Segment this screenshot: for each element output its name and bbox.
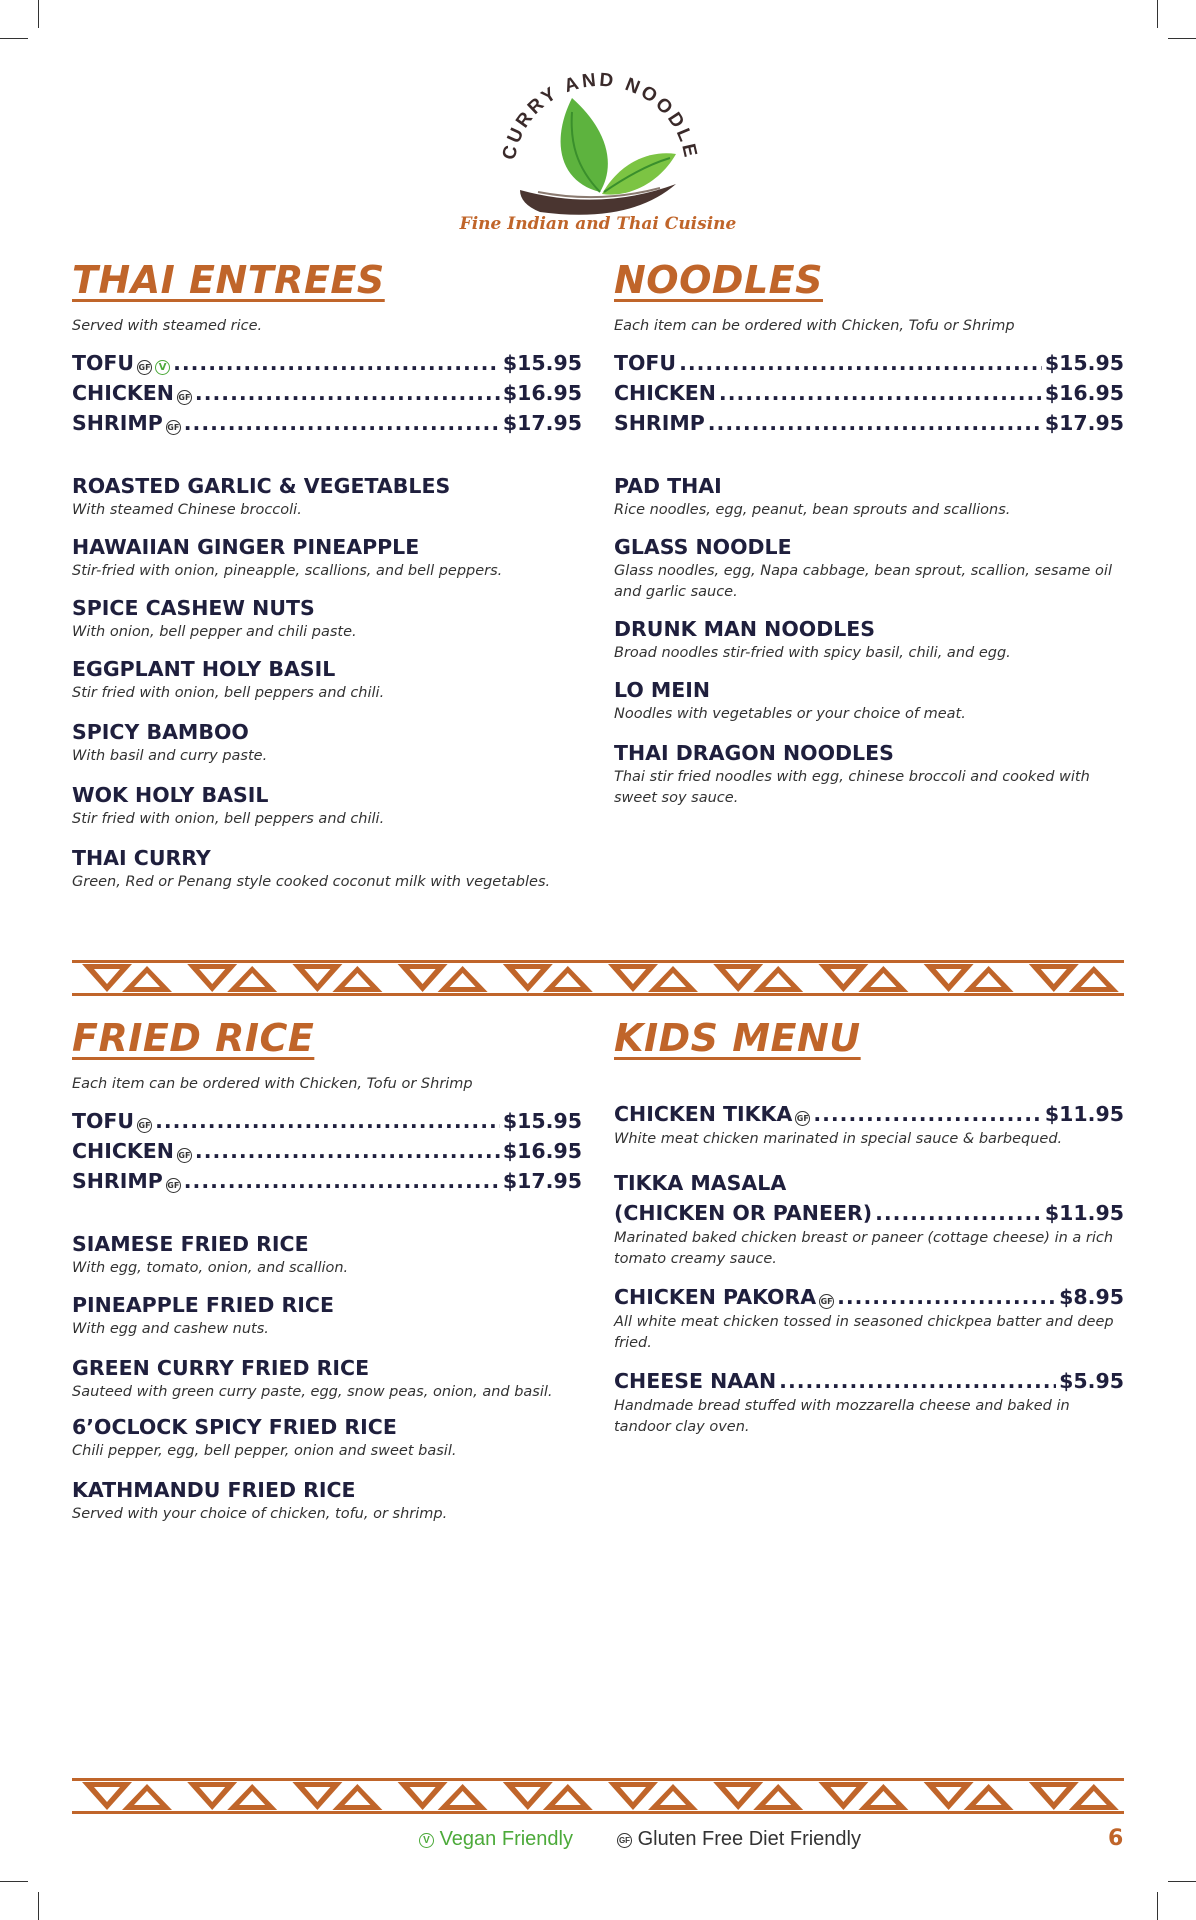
dot-leader — [155, 1106, 500, 1136]
price: $5.95 — [1059, 1369, 1124, 1393]
crop-mark — [1157, 0, 1158, 28]
dish-description: Stir fried with onion, bell peppers and chili. — [72, 685, 385, 701]
dish-name: SPICY BAMBOO — [72, 720, 249, 744]
price-list — [72, 348, 582, 438]
crop-mark — [1157, 1892, 1158, 1920]
dish-description: Served with your choice of chicken, tofu, or shrimp. — [72, 1506, 448, 1522]
dot-leader — [779, 1366, 1056, 1396]
price-line — [72, 408, 582, 438]
protein-name: TOFU — [72, 351, 135, 375]
dish-description: With steamed Chinese broccoli. — [72, 502, 302, 518]
dish-name: CHICKEN TIKKA — [614, 1102, 793, 1126]
dish-description: Chili pepper, egg, bell pepper, onion and sweet basil. — [72, 1443, 457, 1459]
dish-description: With egg, tomato, onion, and scallion. — [72, 1260, 349, 1276]
dish-name: PAD THAI — [614, 474, 722, 498]
dish-item — [614, 472, 1124, 521]
price: $11.95 — [1044, 1201, 1124, 1225]
dish-item — [614, 676, 1124, 725]
price: $11.95 — [1044, 1102, 1124, 1126]
dot-leader — [837, 1282, 1056, 1312]
gluten-free-icon: GF — [617, 1833, 632, 1848]
crop-mark — [38, 0, 39, 28]
dish-item — [72, 1413, 582, 1462]
protein-name: CHICKEN — [72, 1139, 174, 1163]
dot-leader — [184, 408, 500, 438]
dot-leader — [708, 408, 1042, 438]
vegan-legend-label: Vegan Friendly — [439, 1828, 573, 1850]
dish-list — [614, 1099, 1124, 1438]
price: $15.95 — [1044, 351, 1124, 375]
dish-description: With onion, bell pepper and chili paste. — [72, 624, 357, 640]
dish-item — [72, 1230, 582, 1279]
dish-item — [614, 1366, 1124, 1438]
dish-name: SIAMESE FRIED RICE — [72, 1232, 309, 1256]
dish-description: Marinated baked chicken breast or paneer (cottage cheese) in a rich tomato creamy sauce. — [614, 1230, 1114, 1267]
noodles-section — [614, 258, 1124, 809]
dish-item — [72, 1291, 582, 1340]
dish-name-line2: (CHICKEN OR PANEER) — [614, 1201, 873, 1225]
vegan-icon: V — [155, 360, 170, 375]
price: $17.95 — [502, 411, 582, 435]
gluten-free-icon: GF — [177, 1148, 192, 1163]
crop-mark — [0, 1881, 28, 1882]
gluten-free-icon: GF — [819, 1294, 834, 1309]
section-note: Each item can be ordered with Chicken, Tofu or Shrimp — [614, 318, 1015, 334]
protein-name: SHRIMP — [614, 411, 705, 435]
price: $8.95 — [1059, 1285, 1124, 1309]
price-list — [72, 1106, 582, 1196]
price-line — [72, 348, 582, 378]
dish-description: Handmade bread stuffed with mozzarella cheese and baked in tandoor clay oven. — [614, 1398, 1070, 1435]
dot-leader — [813, 1099, 1042, 1129]
dish-list — [72, 1230, 582, 1525]
dish-item — [72, 781, 582, 830]
dish-name: THAI CURRY — [72, 846, 211, 870]
protein-name: SHRIMP — [72, 411, 163, 435]
dish-item — [72, 844, 582, 893]
fried-rice-section — [72, 1016, 582, 1525]
price: $16.95 — [502, 1139, 582, 1163]
dot-leader — [184, 1166, 500, 1196]
dish-description: Sauteed with green curry paste, egg, snow peas, onion, and basil. — [72, 1384, 553, 1400]
gluten-free-icon: GF — [177, 390, 192, 405]
dish-name: TIKKA MASALA — [614, 1171, 787, 1195]
dish-name: 6’OCLOCK SPICY FRIED RICE — [72, 1415, 397, 1439]
price-line — [614, 348, 1124, 378]
dish-description: Stir-fried with onion, pineapple, scallions, and bell peppers. — [72, 563, 503, 579]
dish-item — [72, 1354, 582, 1403]
protein-name: TOFU — [72, 1109, 135, 1133]
dish-item — [72, 594, 582, 643]
dish-item — [614, 1099, 1124, 1150]
crop-mark — [38, 1892, 39, 1920]
dish-name: GLASS NOODLE — [614, 535, 792, 559]
section-note: Each item can be ordered with Chicken, Tofu or Shrimp — [72, 1076, 473, 1092]
dish-item — [72, 533, 582, 582]
dish-item — [614, 615, 1124, 664]
dish-name: DRUNK MAN NOODLES — [614, 617, 876, 641]
price: $15.95 — [502, 351, 582, 375]
dish-name: GREEN CURRY FRIED RICE — [72, 1356, 370, 1380]
page-number: 6 — [1108, 1826, 1124, 1851]
section-title: NOODLES — [614, 258, 823, 302]
gluten-free-icon: GF — [166, 420, 181, 435]
dish-name: KATHMANDU FRIED RICE — [72, 1478, 356, 1502]
dish-list — [72, 472, 582, 893]
price-line — [614, 1366, 1124, 1396]
dish-name: CHICKEN PAKORA — [614, 1285, 817, 1309]
price: $17.95 — [502, 1169, 582, 1193]
price: $15.95 — [502, 1109, 582, 1133]
kids-menu-section — [614, 1016, 1124, 1438]
dish-description: Noodles with vegetables or your choice of meat. — [614, 706, 966, 722]
dish-description: Green, Red or Penang style cooked coconut milk with vegetables. — [72, 874, 551, 890]
decorative-band — [72, 960, 1124, 996]
dish-name: THAI DRAGON NOODLES — [614, 741, 894, 765]
vegan-icon: V — [419, 1833, 434, 1848]
price-line — [614, 1198, 1124, 1228]
dish-list — [614, 472, 1124, 809]
dish-name: SPICE CASHEW NUTS — [72, 596, 315, 620]
thai-entrees-section — [72, 258, 582, 893]
price: $16.95 — [502, 381, 582, 405]
price: $16.95 — [1044, 381, 1124, 405]
gluten-free-icon: GF — [137, 360, 152, 375]
dish-item — [614, 533, 1124, 603]
dot-leader — [719, 378, 1042, 408]
dish-item — [72, 1476, 582, 1525]
dish-description: All white meat chicken tossed in seasoned chickpea batter and deep fried. — [614, 1314, 1114, 1351]
section-note: Served with steamed rice. — [72, 318, 263, 334]
price-line — [72, 1136, 582, 1166]
dish-item — [72, 718, 582, 767]
dot-leader — [679, 348, 1042, 378]
dish-name: CHEESE NAAN — [614, 1369, 777, 1393]
dish-name: HAWAIIAN GINGER PINEAPPLE — [72, 535, 420, 559]
price-line — [72, 378, 582, 408]
dish-description: White meat chicken marinated in special sauce & barbequed. — [614, 1131, 1063, 1147]
protein-name: CHICKEN — [614, 381, 716, 405]
dish-item — [72, 655, 582, 704]
price-line — [72, 1106, 582, 1136]
price-line — [614, 1099, 1124, 1129]
crop-mark — [1168, 38, 1196, 39]
dish-name: EGGPLANT HOLY BASIL — [72, 657, 336, 681]
gluten-free-icon: GF — [166, 1178, 181, 1193]
price-line — [614, 1282, 1124, 1312]
section-title: KIDS MENU — [614, 1016, 861, 1060]
tagline: Fine Indian and Thai Cuisine — [459, 214, 737, 234]
dish-item — [614, 739, 1124, 809]
price-list — [614, 348, 1124, 438]
protein-name: TOFU — [614, 351, 677, 375]
decorative-band — [72, 1778, 1124, 1814]
dish-description: Broad noodles stir-fried with spicy basil, chili, and egg. — [614, 645, 1011, 661]
svg-text:CURRY AND NOODLE: CURRY AND NOODLE — [498, 69, 702, 162]
section-title: FRIED RICE — [72, 1016, 315, 1060]
gluten-free-icon: GF — [795, 1111, 810, 1126]
dish-name: ROASTED GARLIC & VEGETABLES — [72, 474, 451, 498]
gluten-free-legend-label: Gluten Free Diet Friendly — [637, 1828, 861, 1850]
crop-mark — [1168, 1881, 1196, 1882]
dish-item — [614, 1282, 1124, 1354]
dot-leader — [875, 1198, 1042, 1228]
dish-name: PINEAPPLE FRIED RICE — [72, 1293, 334, 1317]
price: $17.95 — [1044, 411, 1124, 435]
dish-description: Stir fried with onion, bell peppers and chili. — [72, 811, 385, 827]
dish-item — [72, 472, 582, 521]
protein-name: SHRIMP — [72, 1169, 163, 1193]
dot-leader — [195, 1136, 500, 1166]
price-line — [614, 408, 1124, 438]
dot-leader — [195, 378, 500, 408]
dish-name: LO MEIN — [614, 678, 711, 702]
brand-logo — [480, 62, 720, 237]
section-title: THAI ENTREES — [72, 258, 385, 302]
protein-name: CHICKEN — [72, 381, 174, 405]
dish-description: Thai stir fried noodles with egg, chinese broccoli and cooked with sweet soy sauce. — [614, 769, 1090, 806]
crop-mark — [0, 38, 28, 39]
dish-item — [614, 1168, 1124, 1270]
dish-name: WOK HOLY BASIL — [72, 783, 269, 807]
dish-description: Glass noodles, egg, Napa cabbage, bean sprout, scallion, sesame oil and garlic sauce. — [614, 563, 1112, 600]
gluten-free-legend — [614, 1828, 861, 1851]
dish-description: With egg and cashew nuts. — [72, 1321, 269, 1337]
price-line — [614, 378, 1124, 408]
dot-leader — [173, 348, 500, 378]
dish-description: Rice noodles, egg, peanut, bean sprouts and scallions. — [614, 502, 1011, 518]
gluten-free-icon: GF — [137, 1118, 152, 1133]
vegan-legend — [416, 1828, 573, 1851]
price-line — [72, 1166, 582, 1196]
dish-description: With basil and curry paste. — [72, 748, 268, 764]
